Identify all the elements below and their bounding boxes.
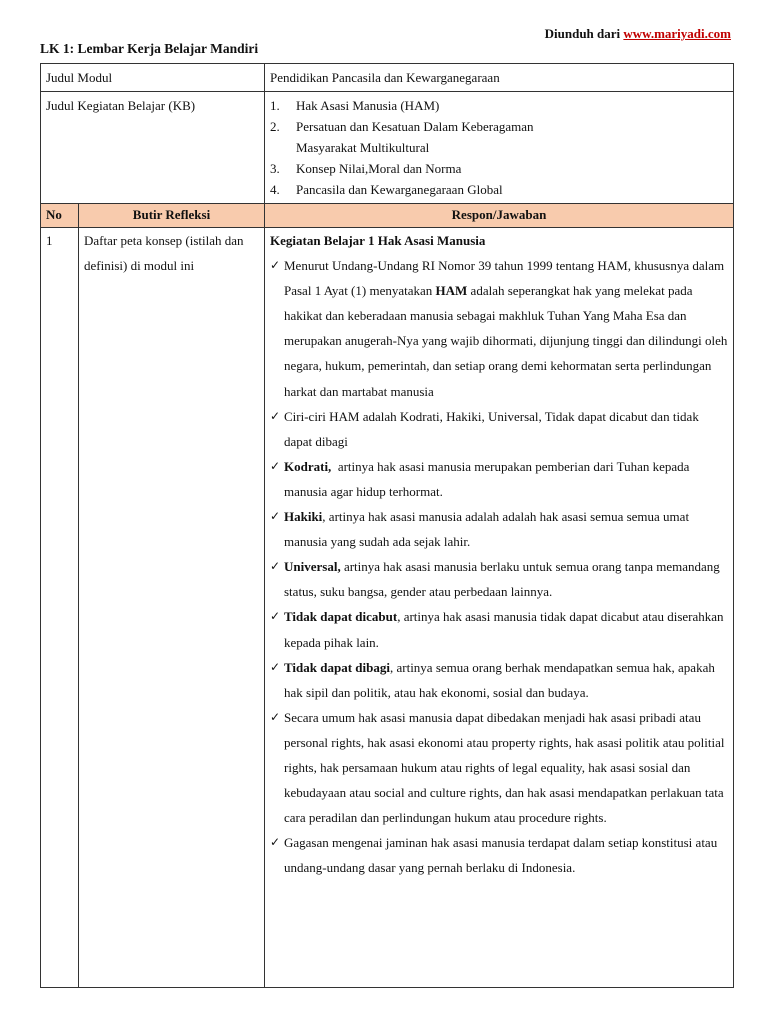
point-item: [270, 504, 728, 554]
kb-list-cell: [265, 92, 734, 204]
source-link[interactable]: www.mariyadi.com: [623, 26, 731, 41]
point-term: Tidak dapat dicabut: [284, 609, 398, 625]
point-text: [284, 253, 731, 404]
point-term: Universal,: [284, 559, 341, 575]
point-text: [284, 404, 728, 454]
point-text-post: , artinya hak asasi manusia tidak dapat dicabut atau diserahkan kepada pihak lain.: [284, 609, 727, 650]
kb-item-text: [296, 116, 534, 158]
checkmark-icon: ✓: [270, 609, 281, 624]
kb-label: Judul Kegiatan Belajar (KB): [41, 92, 265, 204]
point-item: [270, 253, 731, 404]
point-item: [270, 454, 728, 504]
point-text: [284, 554, 728, 604]
row-respon: [265, 228, 734, 988]
modul-value: Pendidikan Pancasila dan Kewarganegaraan: [265, 64, 734, 92]
kb-item: [270, 95, 728, 116]
kb-item-text: Konsep Nilai,Moral dan Norma: [296, 161, 462, 176]
point-term: Kodrati,: [284, 458, 332, 474]
checkmark-icon: ✓: [270, 709, 281, 724]
source-note: [545, 26, 731, 42]
point-text: [284, 454, 728, 504]
header-respon: Respon/Jawaban: [265, 204, 734, 228]
kb-row: [41, 92, 734, 204]
section-heading: Kegiatan Belajar 1 Hak Asasi Manusia: [270, 233, 486, 248]
checkmark-icon: ✓: [270, 659, 281, 674]
point-text-pre: Ciri-ciri HAM adalah Kodrati, Hakiki, Universal, Tidak dapat dicabut dan tidak dapat dibagi: [284, 408, 699, 449]
point-text: [284, 604, 728, 654]
point-text-post: artinya hak asasi manusia merupakan pemberian dari Tuhan kepada manusia agar hidup terhormat.: [284, 458, 693, 499]
point-text-post: adalah seperangkat hak yang melekat pada hakikat dan keberadaan manusia sebagai makhluk Tuhan Yang Maha Esa dan merupakan anugerah-Nya yang wajib dihormati, dijunjung tinggi dan dilindungi oleh negara, hukum, pemerintah, dan setiap orang demi kehormatan serta perlindungan harkat dan martabat manusia: [284, 283, 731, 399]
source-prefix: Diunduh dari: [544, 26, 624, 41]
kb-item-number: 1.: [270, 98, 280, 113]
table-row: [41, 228, 734, 988]
point-item: [270, 830, 728, 880]
checkmark-icon: ✓: [270, 559, 281, 574]
document-title: LK 1: Lembar Kerja Belajar Mandiri: [40, 41, 259, 56]
row-number: 1: [41, 228, 79, 988]
kb-item: [270, 179, 728, 200]
kb-item: [270, 158, 728, 179]
modul-label: Judul Modul: [41, 64, 265, 92]
point-item: [270, 404, 728, 454]
kb-item: [270, 116, 728, 158]
checkmark-icon: ✓: [270, 258, 281, 273]
kb-item-text: Pancasila dan Kewarganegaraan Global: [296, 182, 503, 197]
point-term: Hakiki: [284, 509, 323, 525]
header-no: No: [41, 204, 79, 228]
point-text: [284, 830, 728, 880]
point-text-pre: Gagasan mengenai jaminan hak asasi manusia terdapat dalam setiap konstitusi atau undang-undang dasar yang pernah berlaku di Indonesia.: [284, 835, 718, 876]
point-list: [270, 253, 731, 880]
point-text: [284, 655, 728, 705]
table-header-row: [41, 204, 734, 228]
kb-list: [270, 95, 728, 200]
point-text: [284, 504, 728, 554]
kb-item-text: Hak Asasi Manusia (HAM): [296, 98, 440, 113]
worksheet-table: [40, 63, 734, 988]
checkmark-icon: ✓: [270, 458, 281, 473]
point-term: HAM: [435, 283, 468, 299]
modul-row: [41, 64, 734, 92]
point-item: [270, 655, 728, 705]
point-text-post: , artinya hak asasi manusia adalah adalah hak asasi semua semua umat manusia yang sudah ada sejak lahir.: [284, 509, 693, 550]
point-item: [270, 554, 728, 604]
kb-item-number: 3.: [270, 161, 280, 176]
point-text-pre: Secara umum hak asasi manusia dapat dibedakan menjadi hak asasi pribadi atau personal rights, hak asasi ekonomi atau property rights, hak asasi politik atau politial rights, hak persamaan hukum atau rights of legal equality, hak asasi sosial dan kebudayaan atau social and culture rights, dan hak asasi mendapatkan perlakuan tata cara peradilan dan perlindungan hukum atau procedure rights.: [284, 709, 725, 826]
kb-item-text-line2: Masyarakat Multikultural: [296, 140, 430, 155]
kb-item-number: 4.: [270, 182, 280, 197]
point-text-post: artinya hak asasi manusia berlaku untuk semua orang tanpa memandang status, suku bangsa, gender atau perbedaan lainnya.: [284, 559, 723, 600]
point-item: [270, 604, 728, 654]
kb-item-number: 2.: [270, 119, 280, 134]
row-butir: Daftar peta konsep (istilah dan definisi) di modul ini: [79, 228, 265, 988]
kb-item-text-line1: Persatuan dan Kesatuan Dalam Keberagaman: [296, 119, 534, 134]
header-butir: Butir Refleksi: [79, 204, 265, 228]
point-text-pre: Menurut Undang-Undang RI Nomor 39 tahun 1999 tentang HAM, khususnya dalam Pasal 1 Ayat (1) menyatakan: [284, 258, 725, 299]
point-item: [270, 705, 728, 830]
point-text-post: , artinya semua orang berhak mendapatkan semua hak, apakah hak sipil dan politik, atau hak ekonomi, sosial dan budaya.: [284, 659, 719, 700]
checkmark-icon: ✓: [270, 509, 281, 524]
checkmark-icon: ✓: [270, 835, 281, 850]
checkmark-icon: ✓: [270, 408, 281, 423]
point-text: [284, 705, 728, 830]
point-term: Tidak dapat dibagi: [284, 659, 390, 675]
